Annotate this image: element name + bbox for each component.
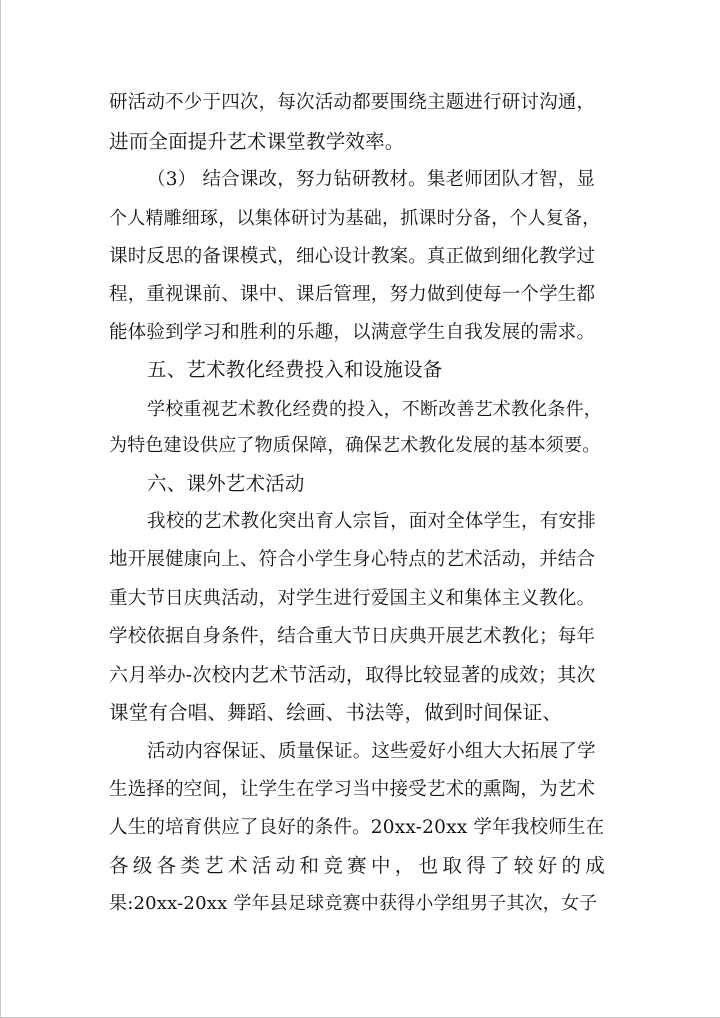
section-heading: 五、艺术教化经费投入和设施设备 <box>147 358 443 381</box>
text-line: 学校重视艺术教化经费的投入，不断改善艺术教化条件， <box>147 399 602 420</box>
text-line: 程，重视课前、课中、课后管理，努力做到使每一个学生都 <box>109 284 596 305</box>
text-line: 地开展健康向上、符合小学生身心特点的艺术活动，并结合 <box>109 549 596 570</box>
text-line: 课时反思的备课模式，细心设计教案。真正做到细化教学过 <box>109 246 596 267</box>
text-line: 果:20xx-20xx 学年县足球竞赛中获得小学组男子其次，女子 <box>109 893 598 914</box>
text-line: 生选择的空间，让学生在学习当中接受艺术的熏陶，为艺术 <box>109 779 596 800</box>
text-line: 六月举办-次校内艺术节活动，取得比较显著的成效；其次 <box>109 664 596 686</box>
text-line: 我校的艺术教化突出育人宗旨，面对全体学生，有安排 <box>147 511 596 532</box>
text-line: 课堂有合唱、舞蹈、绘画、书法等，做到时间保证、 <box>109 701 563 724</box>
text-line: （3） 结合课改，努力钻研教材。集老师团队才智，显 <box>147 169 596 190</box>
text-line: 个人精雕细琢，以集体研讨为基础，抓课时分备，个人复备， <box>109 208 601 229</box>
text-line: 进而全面提升艺术课堂教学效率。 <box>109 130 405 153</box>
section-heading: 六、课外艺术活动 <box>147 472 305 495</box>
text-line: 能体验到学习和胜利的乐趣，以满意学生自我发展的需求。 <box>109 322 596 343</box>
text-line: 为特色建设供应了物质保障，确保艺术教化发展的基本须要。 <box>109 435 601 456</box>
text-line: 各级各类艺术活动和竞赛中，也取得了较好的成 <box>109 854 605 877</box>
text-line: 人生的培育供应了良好的条件。20xx-20xx 学年我校师生在 <box>109 817 605 838</box>
text-line: 活动内容保证、质量保证。这些爱好小组大大拓展了学 <box>147 741 596 762</box>
text-line: 重大节日庆典活动，对学生进行爱国主义和集体主义教化。 <box>109 588 596 609</box>
text-line: 研活动不少于四次，每次活动都要围绕主题进行研讨沟通， <box>109 92 596 113</box>
text-line: 学校依据自身条件，结合重大节日庆典开展艺术教化；每年 <box>109 626 596 647</box>
